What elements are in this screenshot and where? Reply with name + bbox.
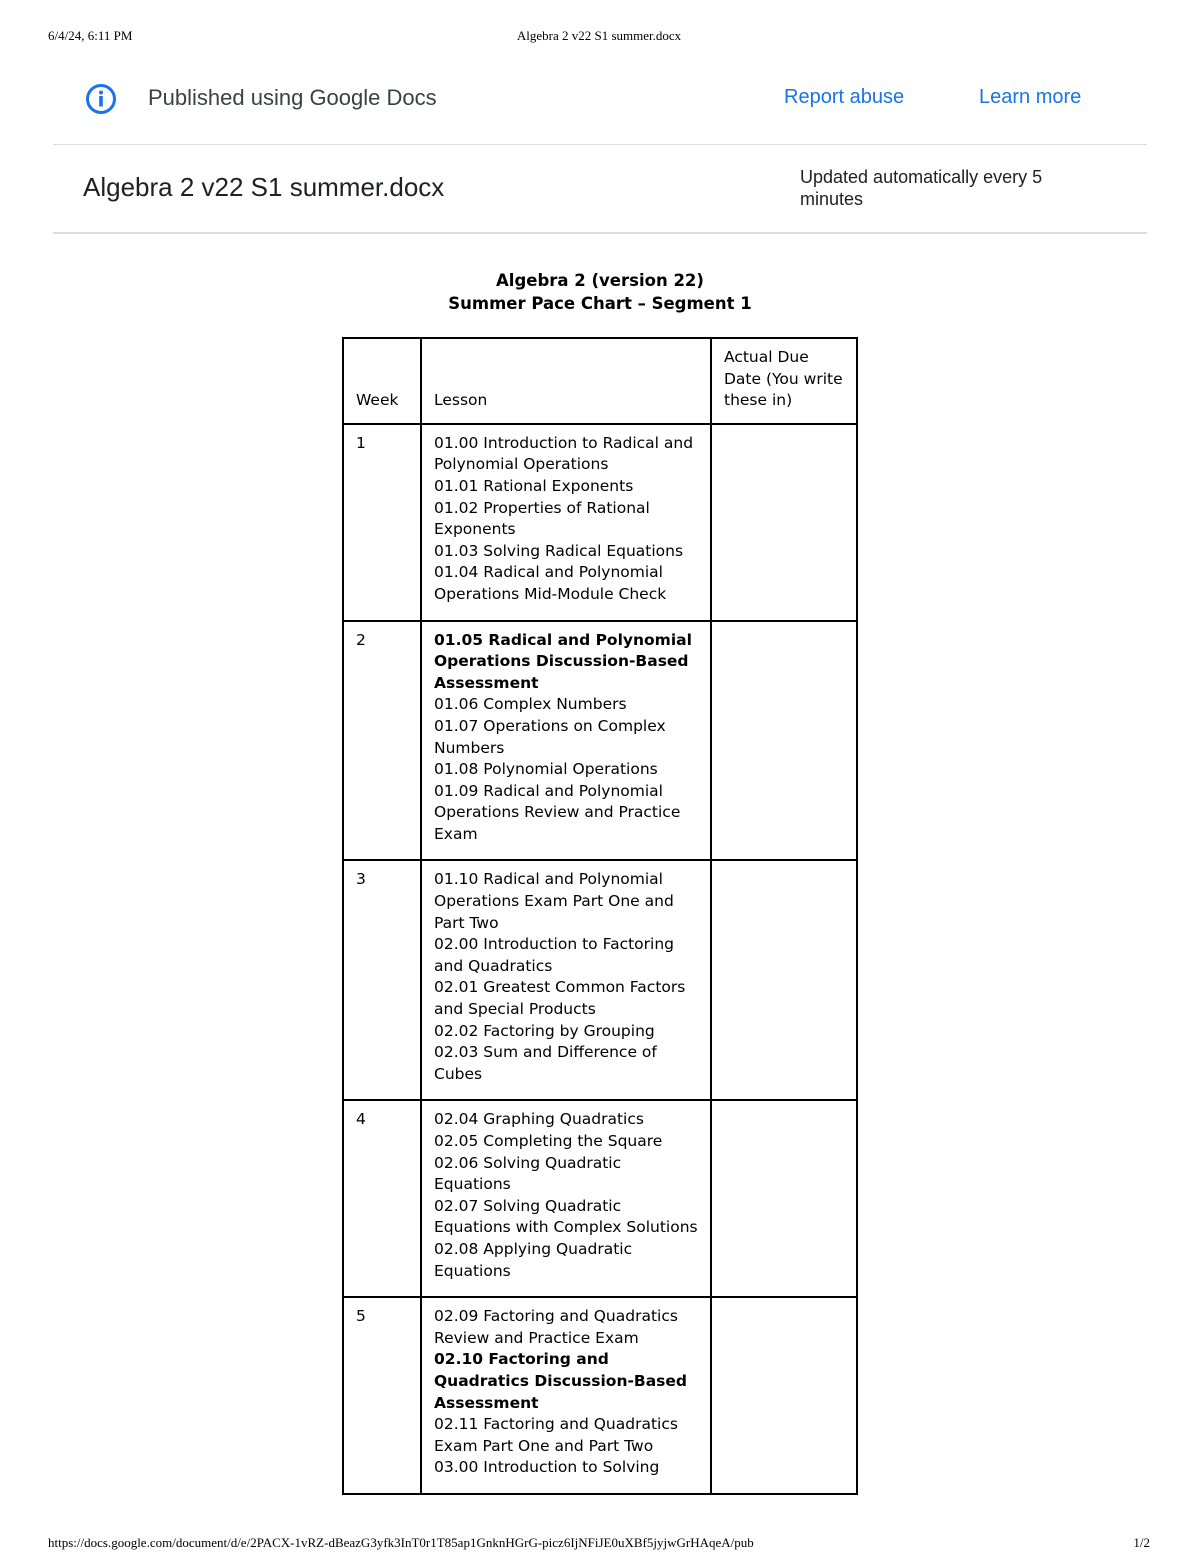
learn-more-link[interactable]: Learn more: [979, 86, 1082, 108]
week-cell: 1: [343, 424, 421, 621]
lesson-item: 02.08 Applying Quadratic Equations: [434, 1239, 633, 1280]
lesson-item: 01.10 Radical and Polynomial Operations Exam Part One and Part Two: [434, 870, 674, 932]
lesson-item: 02.03 Sum and Difference of Cubes: [434, 1043, 657, 1083]
lesson-cell: [421, 1297, 711, 1494]
document-title: Algebra 2 v22 S1 summer.docx: [83, 172, 445, 202]
lesson-item: 02.07 Solving Quadratic Equations with Complex Solutions: [434, 1196, 698, 1237]
heading-line-2: Summer Pace Chart – Segment 1: [448, 294, 752, 313]
assessment-lesson-item: 02.10 Factoring and Quadratics Discussion-Based Assessment: [434, 1350, 688, 1412]
lesson-item: 03.00 Introduction to Solving: [434, 1458, 660, 1477]
week-cell: 3: [343, 860, 421, 1100]
assessment-lesson-item: 01.05 Radical and Polynomial Operations Discussion-Based Assessment: [434, 630, 692, 692]
lesson-item: 01.03 Solving Radical Equations: [434, 541, 684, 560]
week-cell: 4: [343, 1100, 421, 1297]
lesson-item: 02.09 Factoring and Quadratics Review and Practice Exam: [434, 1307, 678, 1347]
header-due-date: Actual Due Date (You write these in): [711, 338, 857, 424]
lesson-item: 01.06 Complex Numbers: [434, 695, 627, 714]
lesson-item: 02.11 Factoring and Quadratics Exam Part One and Part Two: [434, 1415, 678, 1455]
header-lesson: Lesson: [421, 338, 711, 424]
lesson-item: 01.01 Rational Exponents: [434, 476, 634, 495]
table-row: [343, 621, 857, 861]
header-week: Week: [343, 338, 421, 424]
lesson-item: 01.00 Introduction to Radical and Polynomial Operations: [434, 433, 694, 474]
week-cell: 2: [343, 621, 421, 861]
info-icon[interactable]: [85, 83, 117, 115]
lesson-item: 02.06 Solving Quadratic Equations: [434, 1153, 622, 1194]
lesson-cell: [421, 860, 711, 1100]
lesson-item: 01.04 Radical and Polynomial Operations Mid-Module Check: [434, 563, 667, 603]
table-row: [343, 1100, 857, 1297]
lesson-item: 02.02 Factoring by Grouping: [434, 1021, 655, 1040]
lesson-item: 02.00 Introduction to Factoring and Quadratics: [434, 935, 674, 975]
print-filename: Algebra 2 v22 S1 summer.docx: [516, 28, 682, 43]
lesson-item: 01.02 Properties of Rational Exponents: [434, 498, 650, 539]
pace-chart-table: [342, 337, 858, 1495]
print-footer: [48, 1535, 1150, 1555]
table-header-row: [343, 338, 857, 424]
due-date-cell[interactable]: [711, 1100, 857, 1297]
lesson-item: 01.07 Operations on Complex Numbers: [434, 716, 666, 757]
lesson-item: 02.05 Completing the Square: [434, 1132, 663, 1150]
print-page-number: 1/2: [1133, 1535, 1150, 1550]
lesson-item: 01.09 Radical and Polynomial Operations Review and Practice Exam: [434, 781, 681, 843]
print-datetime: 6/4/24, 6:11 PM: [48, 28, 133, 43]
print-url: https://docs.google.com/document/d/e/2PACX-1vRZ-dBeazG3yfk3InT0r1T85ap1GnknHGrG-picz6IjNFiJE0uXBf5jyjwGrHAqeA/pub: [48, 1535, 754, 1550]
table-row: [343, 424, 857, 621]
table-row: [343, 1297, 857, 1494]
lesson-cell: [421, 1100, 711, 1297]
update-note: Updated automatically every 5 minutes: [800, 167, 1043, 209]
table-row: [343, 860, 857, 1100]
lesson-item: 01.08 Polynomial Operations: [434, 760, 658, 779]
print-header: [48, 28, 1150, 48]
report-abuse-link[interactable]: Report abuse: [784, 86, 905, 108]
document-heading: [0, 269, 1200, 315]
heading-line-1: Algebra 2 (version 22): [496, 271, 704, 290]
due-date-cell[interactable]: [711, 860, 857, 1100]
due-date-cell[interactable]: [711, 1297, 857, 1494]
lesson-cell: [421, 621, 711, 861]
week-cell: 5: [343, 1297, 421, 1494]
lesson-item: 02.01 Greatest Common Factors and Special Products: [434, 978, 686, 1019]
published-label: Published using Google Docs: [148, 85, 437, 110]
lesson-cell: [421, 424, 711, 621]
document-title-bar: [53, 144, 1147, 234]
due-date-cell[interactable]: [711, 621, 857, 861]
lesson-item: 02.04 Graphing Quadratics: [434, 1110, 644, 1129]
google-docs-banner: [53, 70, 1147, 145]
due-date-cell[interactable]: [711, 424, 857, 621]
